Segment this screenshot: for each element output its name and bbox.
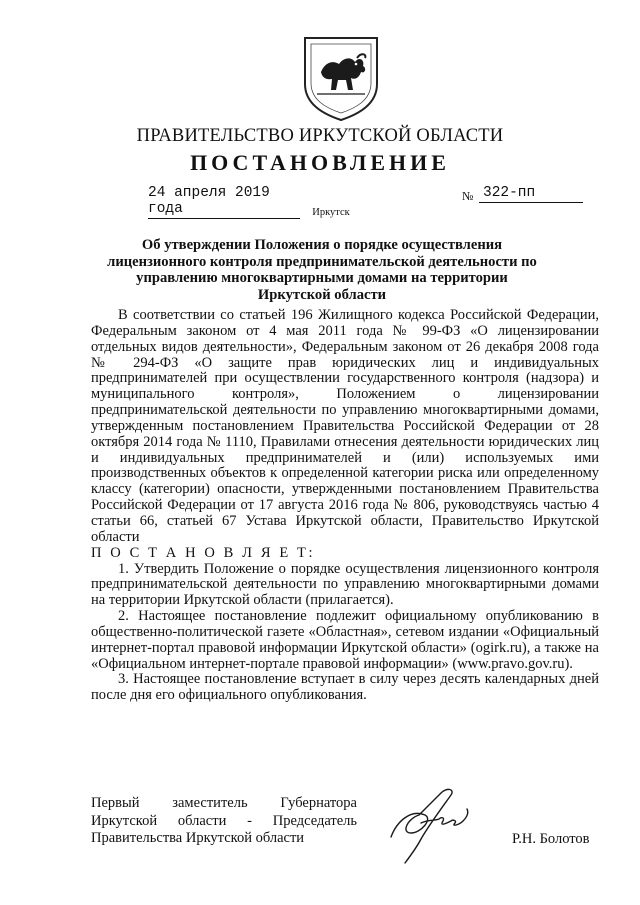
document-type-title: ПОСТАНОВЛЕНИЕ: [190, 150, 450, 175]
decree-word: П О С Т А Н О В Л Я Е Т:: [91, 544, 316, 561]
preamble-paragraph: В соответствии со статьей 196 Жилищного кодекса Российской Федерации, Федеральным законом от 4 мая 2011 года № 99-ФЗ «О лицензировании отдельных видов деятельности», Федеральным законом от 26 декабря 2008 года № 294-ФЗ «О защите прав юридических лиц и индивидуальных предпринимателей при осуществлении государственного контроля (надзора) и муниципального контроля», Положением о лицензировании предпринимательской деятельности по управлению многоквартирными домами, утвержденным постановлением Правительства Российской Федерации от 28 октября 2014 года № 1110, Правилами отнесения деятельности юридических лиц и индивидуальных предпринимателей и (или) используемых ими производственных объектов к определенной категории риска или определенному классу (категории) опасности, утвержденными постановлением Правительства Российской Федерации от 17 августа 2016 года № 806, руководствуясь частью 4 статьи 66, статьей 67 Устава Иркутской области, Правительство Иркутской области: [91, 307, 599, 545]
item-3-paragraph: 3. Настоящее постановление вступает в силу через десять календарных дней после дня его официального опубликования.: [91, 671, 599, 704]
document-body: [91, 308, 599, 704]
document-subject: Об утверждении Положения о порядке осуществления лицензионного контроля предпринимательской деятельности по управлению многоквартирными домами на территории Иркутской области: [107, 237, 537, 303]
government-title: ПРАВИТЕЛЬСТВО ИРКУТСКОЙ ОБЛАСТИ: [136, 126, 504, 146]
signer-name: Р.Н. Болотов: [512, 831, 590, 847]
city-label: Иркутск: [312, 207, 350, 218]
signatory-position: [91, 795, 357, 848]
signatory-line-1: Первый заместитель Губернатора: [91, 795, 357, 811]
signatory-line-3: Правительства Иркутской области: [91, 830, 305, 847]
number-sign: №: [462, 189, 474, 203]
coat-of-arms-icon: [299, 34, 383, 122]
document-date: 24 апреля 2019 года: [148, 185, 300, 219]
handwritten-signature: [381, 775, 473, 875]
signatory-line-2: Иркутской области - Председатель: [91, 812, 357, 829]
document-number: 322-пп: [479, 185, 583, 203]
item-1-paragraph: 1. Утвердить Положение о порядке осуществления лицензионного контроля предпринимательской деятельности по управлению многоквартирными домами на территории Иркутской области (прилагается).: [91, 560, 599, 609]
item-2-paragraph: 2. Настоящее постановление подлежит официальному опубликованию в общественно-политической газете «Областная», сетевом издании «Официальный интернет-портал правовой информации Иркутской области» (ogirk.ru), а также на «Официальном интернет-портале правовой информации» (www.pravo.gov.ru).: [91, 608, 599, 672]
